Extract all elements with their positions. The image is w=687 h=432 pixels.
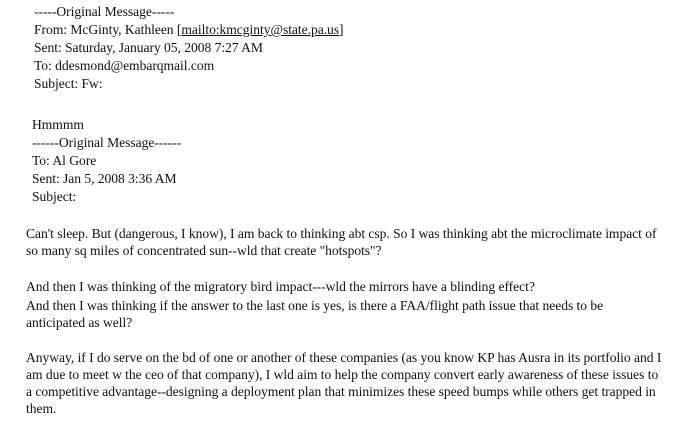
forward-separator: -----Original Message----- (34, 4, 175, 19)
original-to-line: To: Al Gore (32, 153, 97, 168)
original-subject-line: Subject: (32, 189, 77, 204)
from-line (34, 22, 344, 38)
sent-line: Sent: Saturday, January 05, 2008 7:27 AM (34, 40, 263, 55)
body-line: so many sq miles of concentrated sun--wld that create "hotspots"? (26, 243, 382, 258)
original-separator: ------Original Message------ (32, 135, 182, 150)
subject-line: Subject: Fw: (34, 76, 103, 91)
body-line: And then I was thinking of the migratory bird impact---wld the mirrors have a blinding effect? (26, 279, 535, 294)
from-suffix: ] (339, 22, 344, 37)
from-mailto-link[interactable]: mailto:kmcginty@state.pa.us (181, 22, 340, 37)
body-line: Can't sleep. But (dangerous, I know), I am back to thinking abt csp. So I was thinking abt the microclimate impact of (26, 226, 657, 241)
to-line: To: ddesmond@embarqmail.com (34, 58, 215, 73)
body-line: anticipated as well? (26, 315, 133, 330)
body-line: a competitive advantage--designing a deployment plan that minimizes these speed bumps while others get trapped in (26, 384, 656, 399)
body-line: Anyway, if I do serve on the bd of one or another of these companies (as you know KP has Ausra in its portfolio and I (26, 350, 662, 365)
body-line: them. (26, 401, 57, 416)
from-label: From: McGinty, Kathleen [ (34, 22, 182, 37)
forward-note: Hmmmm (32, 117, 84, 132)
original-sent-line: Sent: Jan 5, 2008 3:36 AM (32, 171, 177, 186)
body-line: And then I was thinking if the answer to the last one is yes, is there a FAA/flight path issue that needs to be (26, 298, 604, 313)
body-line: am due to meet w the ceo of that company), I wld aim to help the company convert early awareness of these issues to (26, 367, 659, 382)
